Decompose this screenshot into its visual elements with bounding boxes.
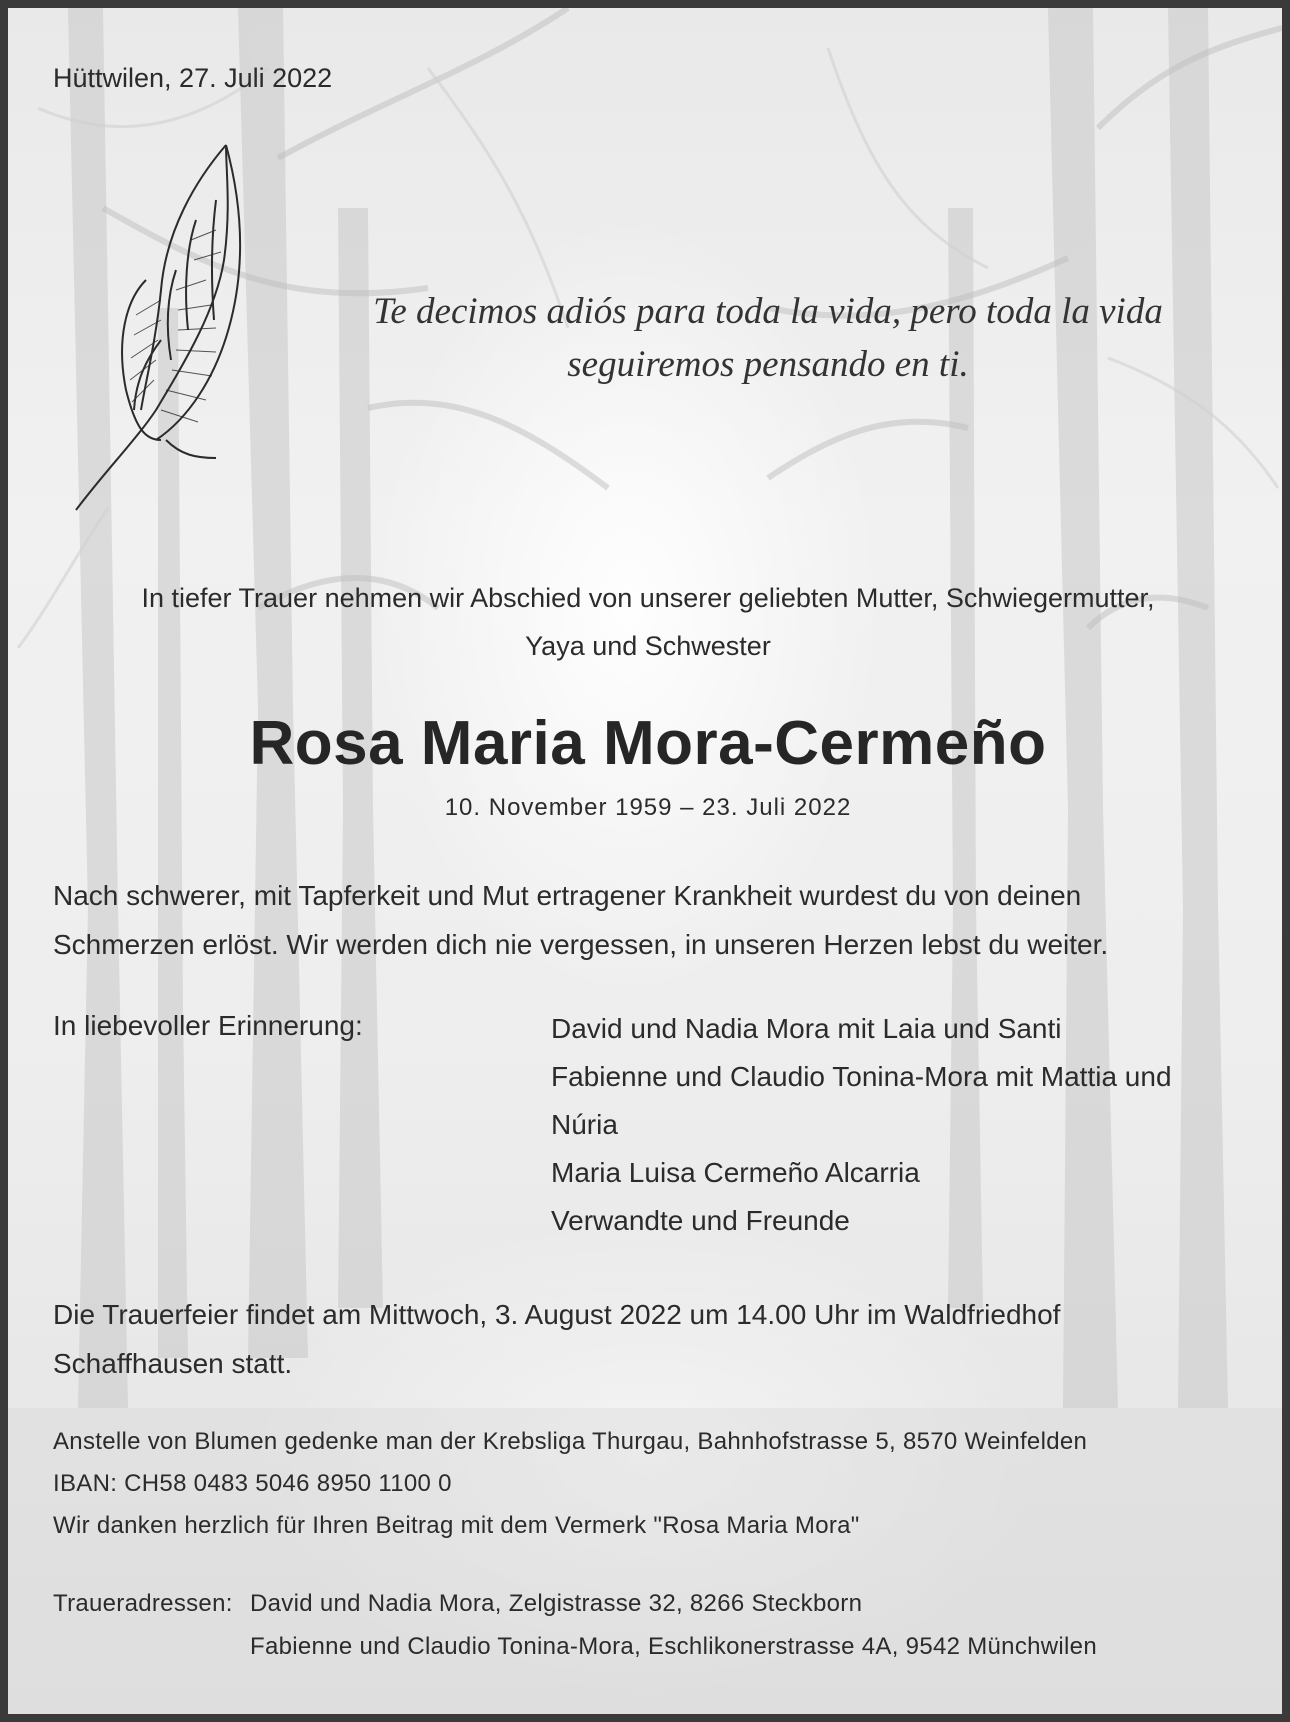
message-line-1: Nach schwerer, mit Tapferkeit und Mut ertragener Krankheit wurdest du von deinen <box>53 880 1082 911</box>
mourner-item: Fabienne und Claudio Tonina-Mora mit Mattia und <box>551 1061 1172 1092</box>
service-line-1: Die Trauerfeier findet am Mittwoch, 3. August 2022 um 14.00 Uhr im Waldfriedhof <box>53 1299 1061 1330</box>
intro-text <box>48 574 1248 670</box>
address-line-2: Fabienne und Claudio Tonina-Mora, Eschlikonerstrasse 4A, 9542 Münchwilen <box>250 1633 1097 1660</box>
donation-line-1: Anstelle von Blumen gedenke man der Krebsliga Thurgau, Bahnhofstrasse 5, 8570 Weinfelden <box>53 1428 1088 1455</box>
memory-label: In liebevoller Erinnerung: <box>53 1010 363 1041</box>
mourner-item: Núria <box>551 1109 618 1140</box>
mourner-item: Maria Luisa Cermeño Alcarria <box>551 1157 920 1188</box>
mourner-item: David und Nadia Mora mit Laia und Santi <box>551 1013 1062 1044</box>
life-dates: 10. November 1959 – 23. Juli 2022 <box>444 794 852 821</box>
addresses-label: Traueradressen: <box>53 1590 233 1617</box>
mourners-list <box>551 1005 1251 1245</box>
deceased-name: Rosa Maria Mora-Cermeño <box>249 709 1047 778</box>
service-line-2: Schaffhausen statt. <box>53 1348 293 1379</box>
intro-line-1: In tiefer Trauer nehmen wir Abschied von unserer geliebten Mutter, Schwiegermutter, <box>141 583 1155 613</box>
mourner-item: Verwandte und Freunde <box>551 1205 850 1236</box>
intro-line-2: Yaya und Schwester <box>525 631 771 661</box>
address-line-1: David und Nadia Mora, Zelgistrasse 32, 8266 Steckborn <box>250 1590 863 1617</box>
donation-line-3: Wir danken herzlich für Ihren Beitrag mit dem Vermerk "Rosa Maria Mora" <box>53 1512 860 1539</box>
donation-info <box>53 1421 1253 1547</box>
funeral-service-info <box>53 1290 1253 1388</box>
place-and-date: Hüttwilen, 27. Juli 2022 <box>53 63 333 93</box>
spanish-quote: Te decimos adiós para toda la vida, pero toda la vida seguiremos pensando en ti. <box>373 291 1163 385</box>
obituary-card <box>8 8 1282 1714</box>
message-paragraph <box>53 871 1253 969</box>
donation-iban: IBAN: CH58 0483 5046 8950 1100 0 <box>53 1470 452 1497</box>
feather-icon <box>66 140 246 516</box>
message-line-2: Schmerzen erlöst. Wir werden dich nie vergessen, in unseren Herzen lebst du weiter. <box>53 929 1109 960</box>
